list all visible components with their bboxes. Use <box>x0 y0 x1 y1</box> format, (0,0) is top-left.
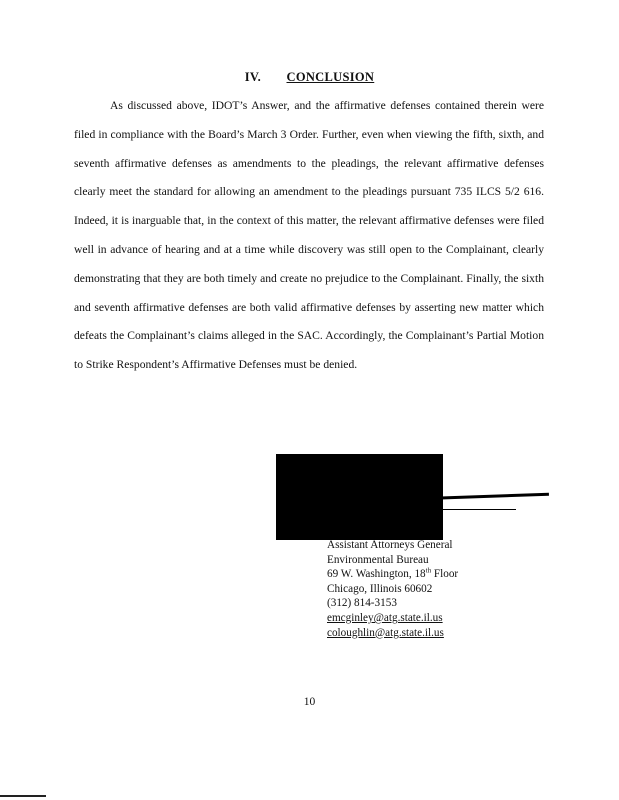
phone-number: (312) 814-3153 <box>327 597 397 610</box>
contact-block <box>327 538 458 640</box>
conclusion-paragraph: As discussed above, IDOT’s Answer, and the affirmative defenses contained therein were filed in compliance with the Board’s March 3 Order. Further, even when viewing the fifth, sixth, and seventh affirmative defenses as amendments to the pleadings, the relevant affirmative defenses clearly meet the standard for allowing an amendment to the pleadings pursuant 735 ILCS 5/2 616. Indeed, it is inarguable that, in the context of this matter, the relevant affirmative defenses were filed well in advance of hearing and at a time while discovery was still open to the Complainant, clearly demonstrating that they are both timely and create no prejudice to the Complainant. Finally, the sixth and seventh affirmative defenses are both valid affirmative defenses by asserting new matter which defeats the Complainant’s claims alleged in the SAC. Accordingly, the Complainant’s Partial Motion to Strike Respondent’s Affirmative Defenses must be denied. <box>74 99 544 372</box>
section-heading <box>0 70 619 85</box>
signature-underline <box>436 509 516 510</box>
signature-line <box>426 493 549 500</box>
address-prefix: 69 W. Washington, 18 <box>327 568 426 581</box>
address-suffix: Floor <box>431 568 459 581</box>
page-number: 10 <box>303 696 316 708</box>
email-link-1[interactable]: emcginley@atg.state.il.us <box>327 611 443 624</box>
signature-block <box>276 452 576 522</box>
redaction-box <box>276 454 443 540</box>
footer-rule <box>0 795 46 797</box>
street-address <box>327 567 458 582</box>
section-title: CONCLUSION <box>286 70 375 84</box>
email-link-2[interactable]: coloughlin@atg.state.il.us <box>327 626 444 639</box>
bureau-name: Environmental Bureau <box>327 553 429 566</box>
attorney-title: Assistant Attorneys General <box>327 539 453 551</box>
section-numeral: IV. <box>244 70 262 84</box>
city-state-zip: Chicago, Illinois 60602 <box>327 582 433 595</box>
address-superscript: th <box>425 566 432 575</box>
